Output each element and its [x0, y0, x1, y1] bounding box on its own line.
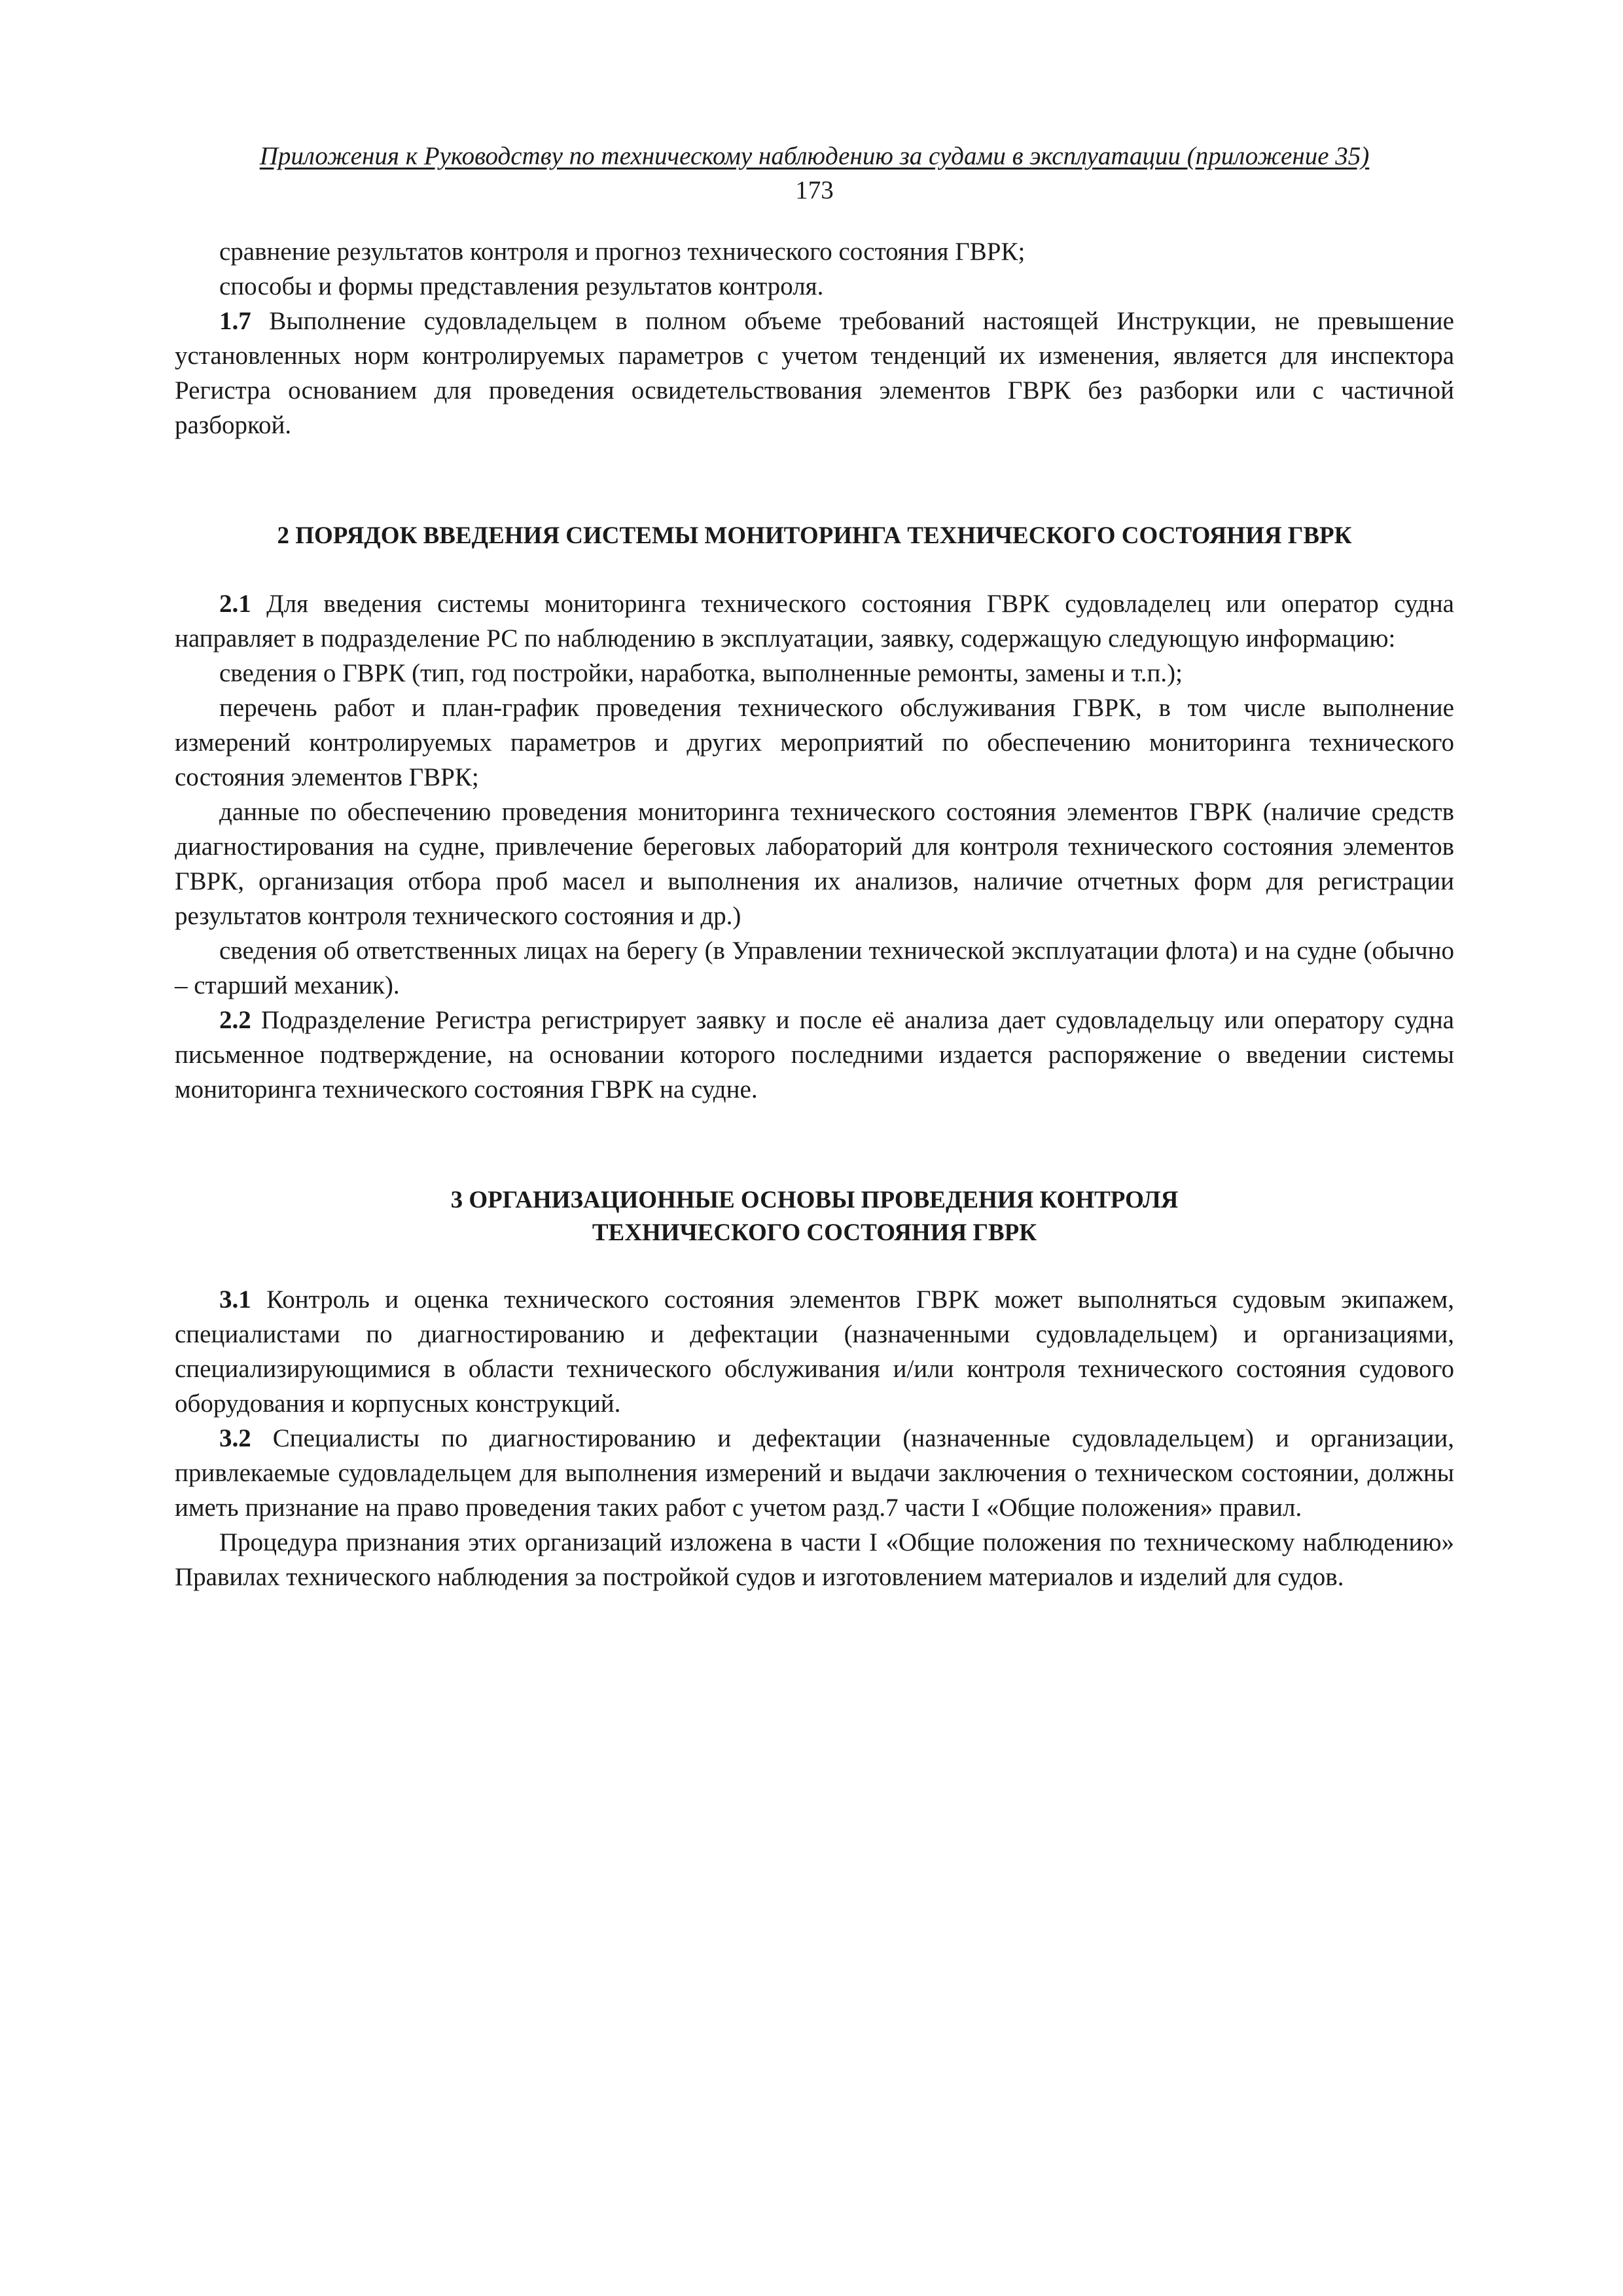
section-2-heading: 2 ПОРЯДОК ВВЕДЕНИЯ СИСТЕМЫ МОНИТОРИНГА ТЕХНИЧЕСКОГО СОСТОЯНИЯ ГВРК — [277, 522, 1352, 549]
clause-number: 1.7 — [219, 307, 251, 335]
section-3-heading-line-2: ТЕХНИЧЕСКОГО СОСТОЯНИЯ ГВРК — [592, 1219, 1037, 1246]
section-3-heading-line-1: 3 ОРГАНИЗАЦИОННЫЕ ОСНОВЫ ПРОВЕДЕНИЯ КОНТРОЛЯ — [450, 1187, 1179, 1213]
paragraph-3-2 — [175, 1421, 1454, 1525]
section-3-heading — [175, 1184, 1454, 1249]
paragraph-2-1 — [175, 586, 1454, 656]
clause-text: Подразделение Регистра регистрирует заявку и после её анализа дает судовладельцу или оператору судна письменное подтверждение, на основании которого последними издается распоряжение о введении системы мониторинга технического состояния ГВРК на судне. — [175, 1006, 1454, 1103]
clause-text: Выполнение судовладельцем в полном объеме требований настоящей Инструкции, не превышение установленных норм контролируемых параметров с учетом тенденций их изменения, является для инспектора Регистра основанием для проведения освидетельствования элементов ГВРК без разборки или с частичной разборкой. — [175, 307, 1454, 439]
clause-number: 3.2 — [219, 1424, 251, 1452]
list-item: данные по обеспечению проведения мониторинга технического состояния элементов ГВРК (наличие средств диагностирования на судне, привлечение береговых лабораторий для контроля технического состояния элементов ГВРК, организация отбора проб масел и выполнения их анализов, наличие отчетных форм для регистрации результатов контроля технического состояния и др.) — [175, 798, 1454, 930]
list-item: способы и формы представления результатов контроля. — [219, 272, 824, 300]
clause-number: 3.1 — [219, 1285, 251, 1314]
clause-number: 2.2 — [219, 1006, 251, 1034]
paragraph-1-7 — [175, 304, 1454, 442]
running-header: Приложения к Руководству по техническому наблюдению за судами в эксплуатации (приложение 35) — [259, 142, 1370, 170]
page-content — [175, 140, 1454, 1594]
list-item: сравнение результатов контроля и прогноз технического состояния ГВРК; — [219, 238, 1026, 266]
paragraph-final: Процедура признания этих организаций изложена в части I «Общие положения по техническому наблюдению» Правилах технического наблюдения за постройкой судов и изготовлением материалов и изделий для судов. — [175, 1528, 1454, 1591]
clause-text: Специалисты по диагностированию и дефектации (назначенные судовладельцем) и организации, привлекаемые судовладельцем для выполнения измерений и выдачи заключения о техническом состоянии, должны иметь признание на право проведения таких работ с учетом разд.7 части I «Общие положения» правил. — [175, 1424, 1454, 1522]
list-item: сведения о ГВРК (тип, год постройки, наработка, выполненные ремонты, замены и т.п.); — [219, 659, 1183, 687]
clause-text: Для введения системы мониторинга технического состояния ГВРК судовладелец или оператор судна направляет в подразделение РС по наблюдению в эксплуатации, заявку, содержащую следующую информацию: — [175, 590, 1454, 653]
clause-text: Контроль и оценка технического состояния элементов ГВРК может выполняться судовым экипажем, специалистами по диагностированию и дефектации (назначенными судовладельцем) и организациями, специализирующимися в области технического обслуживания и/или контроля технического состояния судового оборудования и корпусных конструкций. — [175, 1285, 1454, 1418]
paragraph-2-2 — [175, 1003, 1454, 1107]
page-number: 173 — [795, 176, 834, 204]
list-item: перечень работ и план-график проведения технического обслуживания ГВРК, в том числе выполнение измерений контролируемых параметров и других мероприятий по обеспечению мониторинга технического состояния элементов ГВРК; — [175, 694, 1454, 791]
paragraph-3-1 — [175, 1282, 1454, 1421]
clause-number: 2.1 — [219, 590, 251, 618]
list-item: сведения об ответственных лицах на берегу (в Управлении технической эксплуатации флота) и на судне (обычно – старший механик). — [175, 937, 1454, 999]
